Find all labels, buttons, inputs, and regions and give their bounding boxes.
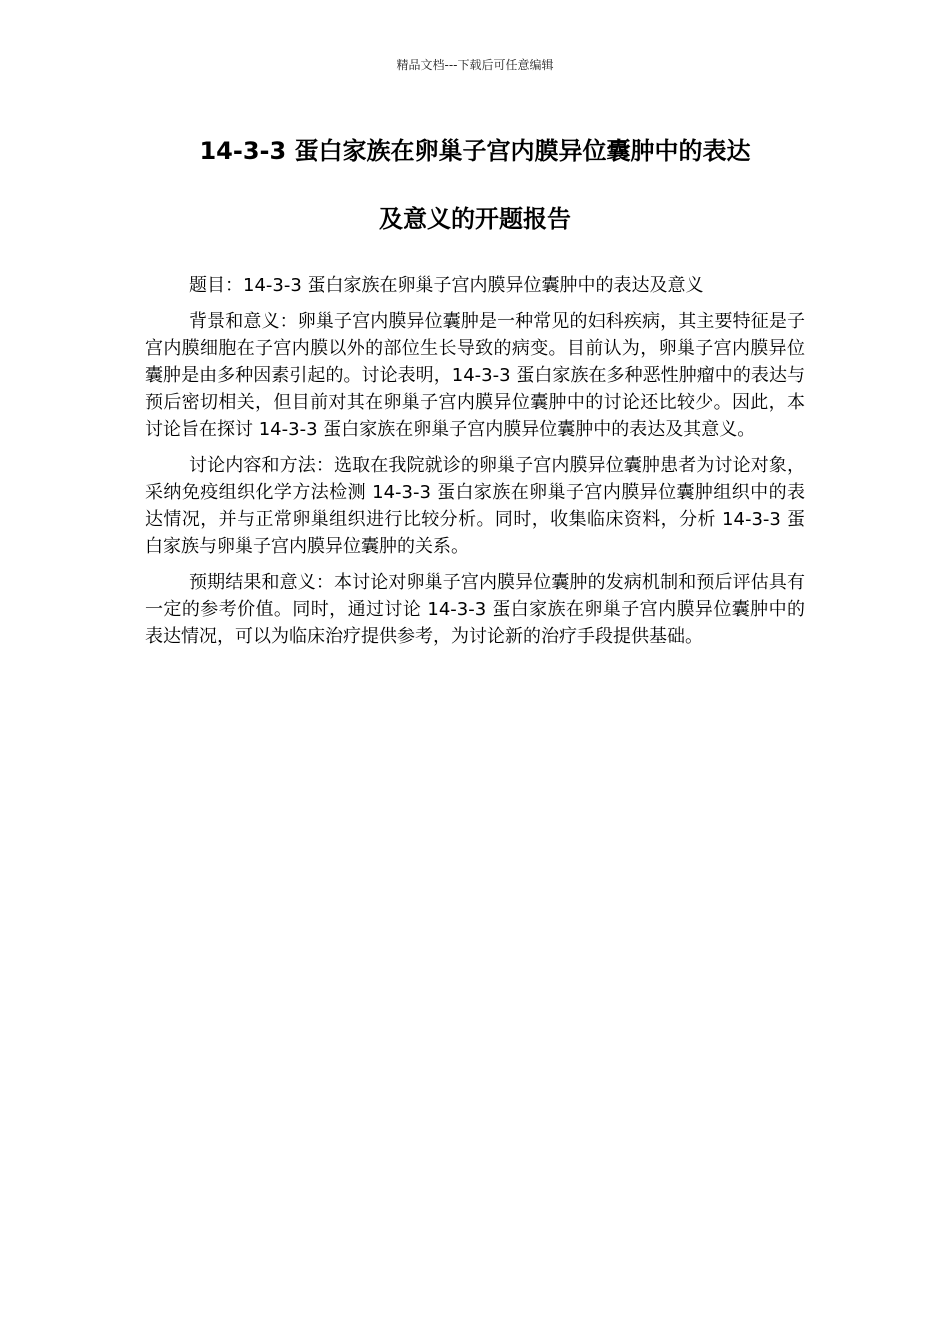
document-body	[145, 272, 805, 659]
document-title	[145, 134, 805, 236]
paragraph-methods: 讨论内容和方法：选取在我院就诊的卵巢子宫内膜异位囊肿患者为讨论对象，采纳免疫组织化学方法检测 14-3-3 蛋白家族在卵巢子宫内膜异位囊肿组织中的表达情况，并与正常卵巢组织进行比较分析。同时，收集临床资料，分析 14-3-3 蛋白家族与卵巢子宫内膜异位囊肿的关系。	[145, 455, 805, 557]
header-note: 精品文档---下载后可任意编辑	[396, 58, 554, 72]
paragraph-topic: 题目：14-3-3 蛋白家族在卵巢子宫内膜异位囊肿中的表达及意义	[189, 275, 704, 296]
paragraph-expected-results: 预期结果和意义：本讨论对卵巢子宫内膜异位囊肿的发病机制和预后评估具有一定的参考价值。同时，通过讨论 14-3-3 蛋白家族在卵巢子宫内膜异位囊肿中的表达情况，可以为临床治疗提供参考，为讨论新的治疗手段提供基础。	[145, 572, 805, 647]
title-line-1: 14-3-3 蛋白家族在卵巢子宫内膜异位囊肿中的表达	[199, 137, 751, 165]
paragraph-background: 背景和意义：卵巢子宫内膜异位囊肿是一种常见的妇科疾病，其主要特征是子宫内膜细胞在子宫内膜以外的部位生长导致的病变。目前认为，卵巢子宫内膜异位囊肿是由多种因素引起的。讨论表明，14-3-3 蛋白家族在多种恶性肿瘤中的表达与预后密切相关，但目前对其在卵巢子宫内膜异位囊肿中的讨论还比较少。因此，本讨论旨在探讨 14-3-3 蛋白家族在卵巢子宫内膜异位囊肿中的表达及其意义。	[145, 311, 805, 440]
title-line-2: 及意义的开题报告	[379, 205, 571, 233]
